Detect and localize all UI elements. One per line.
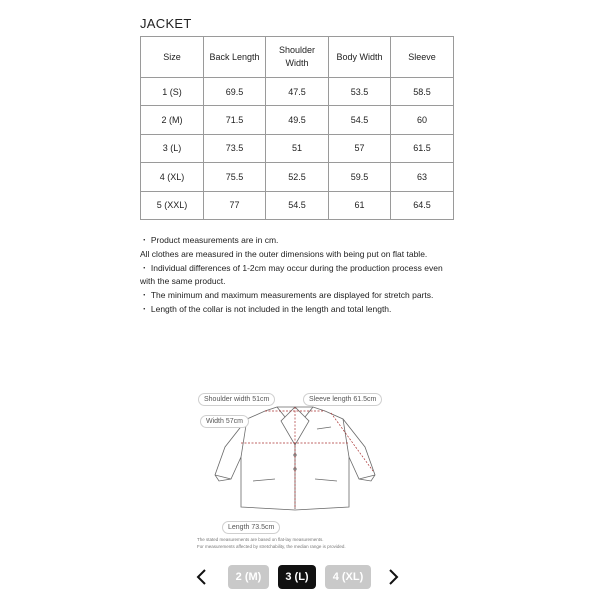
diagram-footnote: The stated measurements are based on flat-lay measurements. xyxy=(197,537,324,542)
size-option-4-xl[interactable]: 4 (XL) xyxy=(325,565,371,589)
sleeve-length-label: Sleeve length 61.5cm xyxy=(303,393,382,406)
header-shoulder-width: Shoulder Width xyxy=(266,37,329,78)
cell-sleeve: 61.5 xyxy=(391,134,454,162)
cell-size: 1 (S) xyxy=(141,78,204,106)
measurement-notes xyxy=(140,234,460,317)
table-row xyxy=(141,78,454,106)
note-item: ・ Length of the collar is not included in the length and total length. xyxy=(140,303,392,314)
cell-sleeve: 58.5 xyxy=(391,78,454,106)
size-option-2-m[interactable]: 2 (M) xyxy=(228,565,269,589)
width-label: Width 57cm xyxy=(200,415,249,428)
header-size: Size xyxy=(141,37,204,78)
cell-body-width: 57 xyxy=(329,134,391,162)
length-label: Length 73.5cm xyxy=(222,521,280,534)
cell-back-length: 71.5 xyxy=(204,106,266,134)
cell-back-length: 73.5 xyxy=(204,134,266,162)
cell-body-width: 54.5 xyxy=(329,106,391,134)
table-row xyxy=(141,191,454,219)
cell-back-length: 75.5 xyxy=(204,163,266,191)
cell-body-width: 59.5 xyxy=(329,163,391,191)
cell-shoulder-width: 52.5 xyxy=(266,163,329,191)
cell-back-length: 69.5 xyxy=(204,78,266,106)
table-header-row xyxy=(141,37,454,78)
jacket-measurement-diagram xyxy=(195,385,395,555)
cell-size: 5 (XXL) xyxy=(141,191,204,219)
table-row xyxy=(141,163,454,191)
note-item: ・ Individual differences of 1-2cm may occur during the production process even with the same product. xyxy=(140,262,443,287)
cell-body-width: 61 xyxy=(329,191,391,219)
cell-size: 3 (L) xyxy=(141,134,204,162)
header-body-width: Body Width xyxy=(329,37,391,78)
cell-sleeve: 63 xyxy=(391,163,454,191)
table-row xyxy=(141,134,454,162)
header-back-length: Back Length xyxy=(204,37,266,78)
section-title: JACKET xyxy=(140,16,192,31)
cell-back-length: 77 xyxy=(204,191,266,219)
diagram-footnote: For measurements affected by stretchability, the median range is provided. xyxy=(197,544,346,549)
shoulder-width-label: Shoulder width 51cm xyxy=(198,393,275,406)
size-table xyxy=(140,36,454,220)
table-row xyxy=(141,106,454,134)
cell-shoulder-width: 49.5 xyxy=(266,106,329,134)
cell-shoulder-width: 51 xyxy=(266,134,329,162)
chevron-right-icon[interactable] xyxy=(385,567,401,587)
cell-shoulder-width: 54.5 xyxy=(266,191,329,219)
cell-size: 4 (XL) xyxy=(141,163,204,191)
size-pager xyxy=(0,565,600,591)
size-option-3-l[interactable]: 3 (L) xyxy=(278,565,316,589)
note-item: ・ The minimum and maximum measurements are displayed for stretch parts. xyxy=(140,290,434,301)
cell-body-width: 53.5 xyxy=(329,78,391,106)
header-sleeve: Sleeve xyxy=(391,37,454,78)
cell-sleeve: 64.5 xyxy=(391,191,454,219)
note-item: ・ Product measurements are in cm. xyxy=(140,235,279,245)
chevron-left-icon[interactable] xyxy=(194,567,210,587)
cell-sleeve: 60 xyxy=(391,106,454,134)
cell-size: 2 (M) xyxy=(141,106,204,134)
cell-shoulder-width: 47.5 xyxy=(266,78,329,106)
note-item: All clothes are measured in the outer dimensions with being put on flat table. xyxy=(140,248,428,259)
